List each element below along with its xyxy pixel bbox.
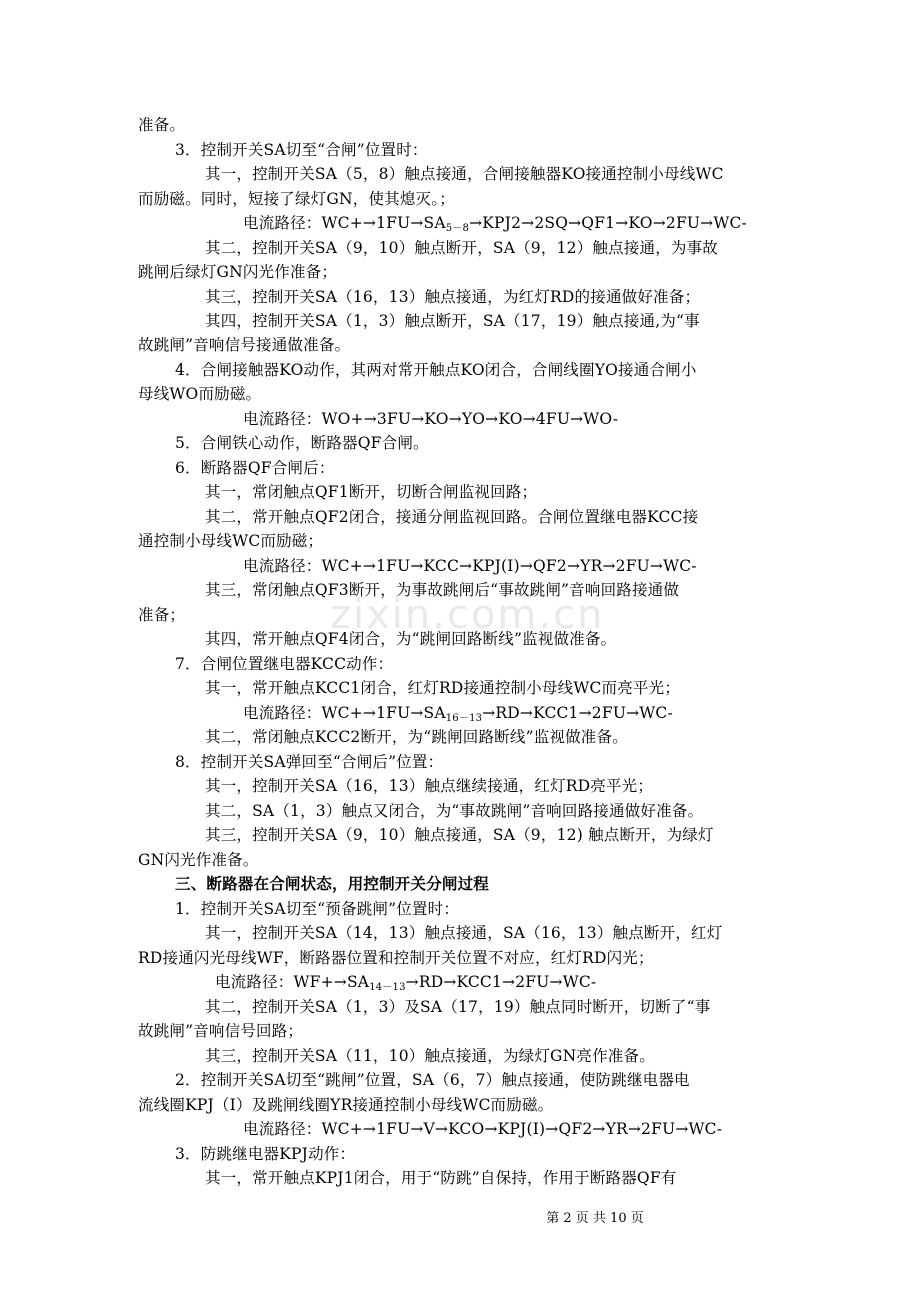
text-line: 其二，常闭触点KCC2断开，为“跳闸回路断线”监视做准备。 (205, 728, 628, 746)
text-line: 其一，控制开关SA（5，8）触点接通，合闸接触器KO接通控制小母线WC (205, 165, 724, 183)
text-line: 其二，SA（1，3）触点又闭合，为“事故跳闸”音响回路接通做好准备。 (205, 802, 704, 820)
text-line: 4．合闸接触器KO动作，其两对常开触点KO闭合，合闸线圈YO接通合闸小 (175, 361, 697, 379)
path-subscript: 16－13 (445, 713, 483, 724)
text-line: 故跳闸”音响信号回路； (138, 1022, 304, 1040)
text-line: 准备； (138, 606, 186, 624)
text-line: 其二，控制开关SA（1，3）及SA（17，19）触点同时断开，切断了“事 (205, 998, 711, 1016)
path-subscript: 5－8 (445, 223, 470, 234)
text-line: 其二，常开触点QF2闭合，接通分闸监视回路。合闸位置继电器KCC接 (205, 508, 699, 526)
path-text: →RD→KCC1→2FU→WC- (482, 704, 673, 722)
text-line: 8．控制开关SA弹回至“合闸后”位置： (175, 753, 444, 771)
text-line: 其一，常开触点KCC1闭合，红灯RD接通控制小母线WC而亮平光； (205, 679, 681, 697)
text-line: 流线圈KPJ（I）及跳闸线圈YR接通控制小母线WC而励磁。 (138, 1096, 554, 1114)
text-line: RD接通闪光母线WF，断路器位置和控制开关位置不对应，红灯RD闪光； (138, 949, 654, 967)
path-subscript: 14－13 (369, 982, 406, 993)
text-line: 其一，常闭触点QF1断开，切断合闸监视回路； (205, 483, 538, 501)
text-line: 5．合闸铁心动作，断路器QF合闸。 (175, 434, 429, 452)
text-line: 跳闸后绿灯GN闪光作准备； (138, 263, 338, 281)
path-text: 电流路径：WC+→1FU→SA (243, 704, 446, 722)
text-line: 故跳闸”音响信号接通做准备。 (138, 336, 351, 354)
path-text: →RD→KCC1→2FU→WC- (405, 973, 597, 991)
text-line: 其三，控制开关SA（9，10）触点接通，SA（9，12) 触点断开，为绿灯 (205, 826, 714, 844)
text-line: 其二，控制开关SA（9，10）触点断开，SA（9，12）触点接通，为事故 (205, 239, 718, 257)
current-path-line: 电流路径：WC+→1FU→V→KCO→KPJ(I)→QF2→YR→2FU→WC- (243, 1120, 723, 1138)
text-line: 2．控制开关SA切至“跳闸”位置，SA（6，7）触点接通，使防跳继电器电 (175, 1071, 690, 1089)
section-heading: 三、断路器在合闸状态，用控制开关分闸过程 (175, 875, 490, 893)
text-line: 3．防跳继电器KPJ动作： (175, 1145, 356, 1163)
text-line: 其一，常开触点KPJ1闭合，用于“防跳”自保持，作用于断路器QF有 (205, 1169, 677, 1187)
text-line: 通控制小母线WC而励磁； (138, 532, 324, 550)
path-text: 电流路径：WF+→SA (215, 973, 370, 991)
text-line: 其四，常开触点QF4闭合，为“跳闸回路断线”监视做准备。 (205, 630, 617, 648)
current-path-line (243, 702, 673, 724)
text-line: 准备。 (138, 116, 186, 134)
text-line: 其一，控制开关SA（14，13）触点接通，SA（16，13）触点断开，红灯 (205, 924, 723, 942)
text-line: 其一，控制开关SA（16，13）触点继续接通，红灯RD亮平光； (205, 777, 654, 795)
text-line: 其三，控制开关SA（11，10）触点接通，为绿灯GN亮作准备。 (205, 1047, 655, 1065)
text-line: 而励磁。同时，短接了绿灯GN，使其熄灭。； (138, 190, 455, 208)
current-path-line: 电流路径：WO+→3FU→KO→YO→KO→4FU→WO- (243, 410, 619, 428)
path-text: →KPJ2→2SQ→QF1→KO→2FU→WC- (469, 214, 747, 232)
text-line: 1．控制开关SA切至“预备跳闸”位置时： (175, 900, 460, 918)
text-line: 其三，常闭触点QF3断开，为事故跳闸后“事故跳闸”音响回路接通做 (205, 581, 680, 599)
text-line: 其四，控制开关SA（1，3）触点断开，SA（17，19）触点接通,为“事 (205, 312, 700, 330)
watermark: zixin.com.cn (330, 592, 605, 638)
text-line: 7．合闸位置继电器KCC动作： (175, 655, 394, 673)
text-line: 母线WO而励磁。 (138, 385, 262, 403)
text-line: 其三，控制开关SA（16，13）触点接通，为红灯RD的接通做好准备； (205, 288, 701, 306)
current-path-line (215, 971, 596, 993)
text-line: GN闪光作准备。 (138, 851, 259, 869)
text-line: 6．断路器QF合闸后： (175, 459, 335, 477)
page-footer: 第 2 页 共 10 页 (546, 1211, 644, 1226)
current-path-line (243, 212, 747, 234)
current-path-line: 电流路径：WC+→1FU→KCC→KPJ(I)→QF2→YR→2FU→WC- (243, 557, 697, 575)
path-text: 电流路径：WC+→1FU→SA (243, 214, 446, 232)
text-line: 3．控制开关SA切至“合闸”位置时： (175, 141, 428, 159)
